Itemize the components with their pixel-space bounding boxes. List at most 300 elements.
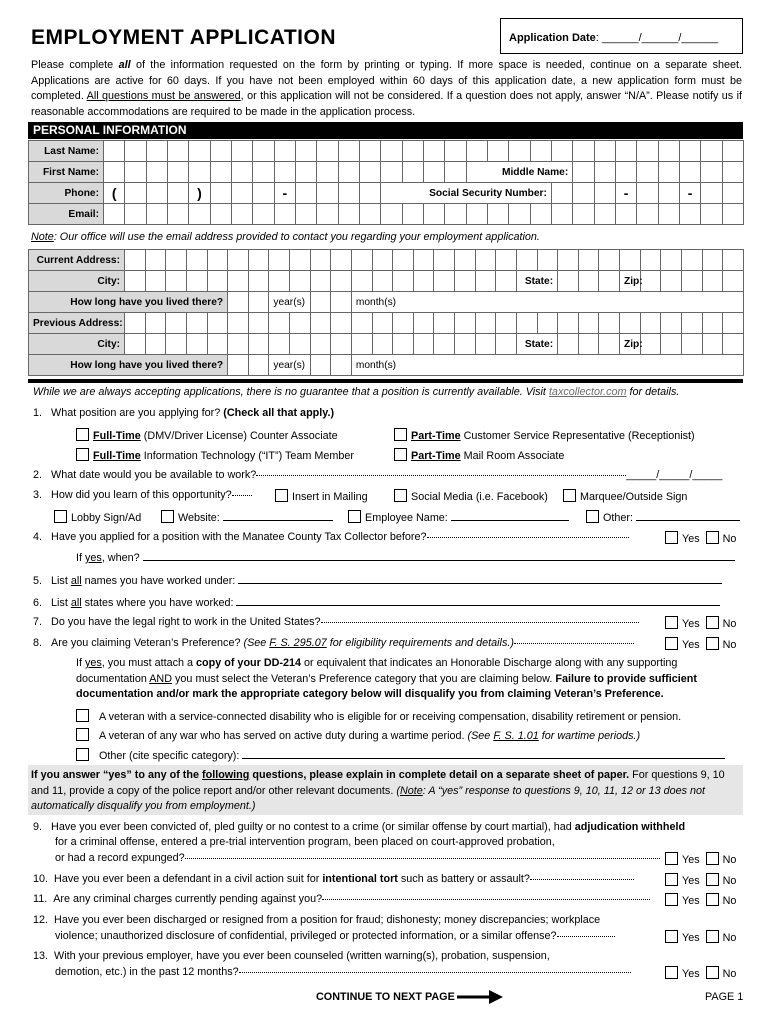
yes-checkbox[interactable] bbox=[665, 531, 678, 544]
city-cell[interactable] bbox=[351, 334, 372, 355]
current-address-cell[interactable] bbox=[681, 250, 702, 271]
city-cell[interactable] bbox=[125, 334, 146, 355]
first-name-cell[interactable] bbox=[104, 162, 125, 183]
months-cell[interactable] bbox=[310, 292, 331, 313]
city-cell[interactable] bbox=[434, 334, 455, 355]
email-cell[interactable] bbox=[615, 204, 636, 225]
last-name-cell[interactable] bbox=[701, 141, 722, 162]
checkbox[interactable] bbox=[394, 448, 407, 461]
email-cell[interactable] bbox=[509, 204, 530, 225]
email-cell[interactable] bbox=[231, 204, 252, 225]
current-address-cell[interactable] bbox=[434, 250, 455, 271]
previous-address-cell[interactable] bbox=[516, 313, 537, 334]
q1-instruction: (Check all that apply.) bbox=[223, 407, 335, 419]
state-cell[interactable] bbox=[558, 334, 579, 355]
last-name-cell[interactable] bbox=[551, 141, 572, 162]
last-name-cell[interactable] bbox=[104, 141, 125, 162]
email-cell[interactable] bbox=[402, 204, 423, 225]
previous-address-cell[interactable] bbox=[434, 313, 455, 334]
last-name-cell[interactable] bbox=[253, 141, 274, 162]
previous-address-cell[interactable] bbox=[351, 313, 372, 334]
page-number: PAGE 1 bbox=[705, 991, 744, 1003]
previous-address-cell[interactable] bbox=[537, 313, 558, 334]
current-address-cell[interactable] bbox=[331, 250, 352, 271]
phone-cell[interactable] bbox=[167, 183, 188, 204]
previous-address-cell[interactable] bbox=[640, 313, 661, 334]
first-name-cell[interactable] bbox=[189, 162, 210, 183]
ssn-cell[interactable] bbox=[594, 183, 615, 204]
email-cell[interactable] bbox=[295, 204, 316, 225]
city-cell[interactable] bbox=[310, 271, 331, 292]
zip-cell[interactable] bbox=[702, 271, 723, 292]
first-name-cell[interactable] bbox=[295, 162, 316, 183]
last-name-cell[interactable] bbox=[338, 141, 359, 162]
previous-address-cell[interactable] bbox=[372, 313, 393, 334]
phone-cell[interactable] bbox=[210, 183, 231, 204]
q1-option-it-team[interactable] bbox=[76, 448, 354, 462]
yes-checkbox[interactable] bbox=[665, 852, 678, 865]
first-name-cell[interactable] bbox=[253, 162, 274, 183]
last-name-cell[interactable] bbox=[637, 141, 658, 162]
state-cell[interactable] bbox=[558, 271, 579, 292]
no-checkbox[interactable] bbox=[706, 616, 719, 629]
city-cell[interactable] bbox=[496, 271, 517, 292]
ssn-cell[interactable] bbox=[722, 183, 743, 204]
city-cell[interactable] bbox=[145, 271, 166, 292]
q4-when-input-line[interactable] bbox=[143, 550, 735, 561]
state-cell[interactable] bbox=[578, 334, 599, 355]
current-duration-row bbox=[29, 292, 744, 313]
months-cell[interactable] bbox=[331, 292, 352, 313]
middle-name-cell[interactable] bbox=[637, 162, 658, 183]
checkbox[interactable] bbox=[76, 428, 89, 441]
city-cell[interactable] bbox=[290, 271, 311, 292]
state-cell[interactable] bbox=[599, 334, 620, 355]
city-cell[interactable] bbox=[372, 271, 393, 292]
last-name-cell[interactable] bbox=[167, 141, 188, 162]
current-address-cell[interactable] bbox=[372, 250, 393, 271]
city-cell[interactable] bbox=[351, 271, 372, 292]
taxcollector-link[interactable]: taxcollector.com bbox=[548, 386, 627, 398]
q3-option-social-media[interactable] bbox=[394, 489, 548, 503]
no-label: No bbox=[722, 875, 737, 887]
q1-opt4-type: Part-Time bbox=[411, 450, 461, 462]
city-cell[interactable] bbox=[145, 334, 166, 355]
zip-cell[interactable] bbox=[681, 334, 702, 355]
q1-option-mail-room[interactable] bbox=[394, 448, 564, 462]
no-checkbox[interactable] bbox=[706, 531, 719, 544]
phone-cell[interactable] bbox=[253, 183, 274, 204]
city-cell[interactable] bbox=[125, 271, 146, 292]
previous-address-cell[interactable] bbox=[475, 313, 496, 334]
previous-address-cell[interactable] bbox=[723, 313, 744, 334]
previous-address-cell[interactable] bbox=[145, 313, 166, 334]
available-date-blank[interactable]: _____/_____/_____ bbox=[626, 469, 723, 481]
city-cell[interactable] bbox=[475, 271, 496, 292]
last-name-cell[interactable] bbox=[381, 141, 402, 162]
first-name-cell[interactable] bbox=[125, 162, 146, 183]
last-name-cell[interactable] bbox=[295, 141, 316, 162]
email-cell[interactable] bbox=[637, 204, 658, 225]
no-checkbox[interactable] bbox=[706, 873, 719, 886]
current-address-cell[interactable] bbox=[125, 250, 146, 271]
phone-cell[interactable] bbox=[231, 183, 252, 204]
checkbox[interactable] bbox=[394, 428, 407, 441]
no-checkbox[interactable] bbox=[706, 893, 719, 906]
first-name-cell[interactable] bbox=[231, 162, 252, 183]
current-address-cell[interactable] bbox=[640, 250, 661, 271]
current-address-cell[interactable] bbox=[537, 250, 558, 271]
last-name-cell[interactable] bbox=[317, 141, 338, 162]
last-name-cell[interactable] bbox=[359, 141, 380, 162]
last-name-cell[interactable] bbox=[615, 141, 636, 162]
previous-address-cell[interactable] bbox=[661, 313, 682, 334]
website-input-line[interactable] bbox=[223, 510, 333, 521]
state-cell[interactable] bbox=[578, 271, 599, 292]
current-address-cell[interactable] bbox=[620, 250, 641, 271]
phone-cell[interactable] bbox=[125, 183, 146, 204]
q1-opt1-type: Full-Time bbox=[93, 430, 141, 442]
last-name-cell[interactable] bbox=[658, 141, 679, 162]
previous-address-cell[interactable] bbox=[558, 313, 579, 334]
previous-address-cell[interactable] bbox=[578, 313, 599, 334]
phone-cell[interactable] bbox=[359, 183, 380, 204]
city-cell[interactable] bbox=[455, 271, 476, 292]
checkbox[interactable] bbox=[275, 489, 288, 502]
q10-yes-no bbox=[665, 873, 736, 887]
vet-c2-end: for wartime periods.) bbox=[538, 730, 641, 742]
middle-name-cell[interactable] bbox=[679, 162, 700, 183]
phone-cell[interactable] bbox=[295, 183, 316, 204]
yes-checkbox[interactable] bbox=[665, 930, 678, 943]
current-address-cell[interactable] bbox=[351, 250, 372, 271]
last-name-cell[interactable] bbox=[466, 141, 487, 162]
checkbox[interactable] bbox=[348, 510, 361, 523]
zip-cell[interactable] bbox=[723, 271, 744, 292]
city-cell[interactable] bbox=[269, 271, 290, 292]
last-name-cell[interactable] bbox=[189, 141, 210, 162]
last-name-cell[interactable] bbox=[423, 141, 444, 162]
first-name-cell[interactable] bbox=[274, 162, 295, 183]
phone-cell[interactable] bbox=[317, 183, 338, 204]
current-address-cell[interactable] bbox=[723, 250, 744, 271]
current-address-cell[interactable] bbox=[455, 250, 476, 271]
city-cell[interactable] bbox=[186, 334, 207, 355]
ssn-cell[interactable] bbox=[551, 183, 572, 204]
q3-option-insert-mailing[interactable] bbox=[275, 489, 368, 503]
months-cell[interactable] bbox=[310, 355, 331, 376]
current-address-cell[interactable] bbox=[248, 250, 269, 271]
q12-text-1: Have you ever been discharged or resigned from a position for fraud; dishonesty; money discrepancies; workplace bbox=[54, 914, 601, 926]
email-cell[interactable] bbox=[359, 204, 380, 225]
ssn-cell[interactable] bbox=[701, 183, 722, 204]
previous-how-long-label: How long have you lived there? bbox=[29, 355, 228, 376]
previous-address-cell[interactable] bbox=[331, 313, 352, 334]
middle-name-cell[interactable] bbox=[701, 162, 722, 183]
current-address-cell[interactable] bbox=[578, 250, 599, 271]
question-6 bbox=[33, 595, 720, 609]
months-cell[interactable] bbox=[331, 355, 352, 376]
no-checkbox[interactable] bbox=[706, 966, 719, 979]
email-cell[interactable] bbox=[530, 204, 551, 225]
checkbox[interactable] bbox=[54, 510, 67, 523]
first-name-cell[interactable] bbox=[167, 162, 188, 183]
current-state-label: State: bbox=[516, 271, 557, 292]
last-name-cell[interactable] bbox=[722, 141, 743, 162]
years-cell[interactable] bbox=[248, 355, 269, 376]
previous-address-cell[interactable] bbox=[413, 313, 434, 334]
veteran-category-disability[interactable] bbox=[76, 709, 681, 723]
last-name-cell[interactable] bbox=[573, 141, 594, 162]
middle-name-cell[interactable] bbox=[615, 162, 636, 183]
current-address-cell[interactable] bbox=[496, 250, 517, 271]
zip-cell[interactable] bbox=[640, 334, 661, 355]
middle-name-cell[interactable] bbox=[573, 162, 594, 183]
email-cell[interactable] bbox=[487, 204, 508, 225]
previous-address-cell[interactable] bbox=[599, 313, 620, 334]
current-address-cell[interactable] bbox=[269, 250, 290, 271]
last-name-cell[interactable] bbox=[445, 141, 466, 162]
email-cell[interactable] bbox=[423, 204, 444, 225]
q3-option-other[interactable] bbox=[586, 510, 740, 524]
email-cell[interactable] bbox=[338, 204, 359, 225]
email-cell[interactable] bbox=[167, 204, 188, 225]
q3-option-website[interactable] bbox=[161, 510, 333, 524]
city-cell[interactable] bbox=[331, 271, 352, 292]
q3-option-lobby-sign[interactable] bbox=[54, 510, 141, 524]
yes-checkbox[interactable] bbox=[665, 616, 678, 629]
ssn-cell[interactable] bbox=[637, 183, 658, 204]
q2-number: 2. bbox=[33, 469, 43, 481]
city-cell[interactable] bbox=[310, 334, 331, 355]
current-address-cell[interactable] bbox=[290, 250, 311, 271]
first-name-cell[interactable] bbox=[402, 162, 423, 183]
years-cell[interactable] bbox=[228, 292, 249, 313]
checkbox[interactable] bbox=[76, 728, 89, 741]
q3-o1-label: Insert in Mailing bbox=[292, 491, 368, 503]
previous-address-cell[interactable] bbox=[681, 313, 702, 334]
other-input-line[interactable] bbox=[636, 510, 740, 521]
no-checkbox[interactable] bbox=[706, 930, 719, 943]
email-cell[interactable] bbox=[701, 204, 722, 225]
email-cell[interactable] bbox=[210, 204, 231, 225]
current-address-cell[interactable] bbox=[702, 250, 723, 271]
current-address-cell[interactable] bbox=[393, 250, 414, 271]
no-checkbox[interactable] bbox=[706, 852, 719, 865]
explain-bold-2: questions, please explain in complete detail on a separate sheet of paper. bbox=[249, 769, 630, 781]
city-cell[interactable] bbox=[496, 334, 517, 355]
email-cell[interactable] bbox=[381, 204, 402, 225]
yes-checkbox[interactable] bbox=[665, 893, 678, 906]
checkbox[interactable] bbox=[161, 510, 174, 523]
last-name-cell[interactable] bbox=[125, 141, 146, 162]
city-cell[interactable] bbox=[207, 271, 228, 292]
first-name-cell[interactable] bbox=[445, 162, 466, 183]
previous-address-cell[interactable] bbox=[290, 313, 311, 334]
current-address-cell[interactable] bbox=[661, 250, 682, 271]
zip-cell[interactable] bbox=[681, 271, 702, 292]
city-cell[interactable] bbox=[413, 271, 434, 292]
email-cell[interactable] bbox=[104, 204, 125, 225]
current-address-cell[interactable] bbox=[207, 250, 228, 271]
city-cell[interactable] bbox=[228, 334, 249, 355]
zip-cell[interactable] bbox=[702, 334, 723, 355]
email-cell[interactable] bbox=[594, 204, 615, 225]
checkbox[interactable] bbox=[76, 709, 89, 722]
years-cell[interactable] bbox=[248, 292, 269, 313]
email-cell[interactable] bbox=[466, 204, 487, 225]
city-cell[interactable] bbox=[475, 334, 496, 355]
first-name-cell[interactable] bbox=[338, 162, 359, 183]
current-address-cell[interactable] bbox=[558, 250, 579, 271]
current-address-cell[interactable] bbox=[475, 250, 496, 271]
last-name-cell[interactable] bbox=[210, 141, 231, 162]
first-name-cell[interactable] bbox=[146, 162, 167, 183]
last-name-cell[interactable] bbox=[509, 141, 530, 162]
city-cell[interactable] bbox=[331, 334, 352, 355]
city-cell[interactable] bbox=[413, 334, 434, 355]
q1-option-receptionist[interactable] bbox=[394, 428, 695, 442]
last-name-cell[interactable] bbox=[679, 141, 700, 162]
first-name-cell[interactable] bbox=[317, 162, 338, 183]
email-cell[interactable] bbox=[274, 204, 295, 225]
email-cell[interactable] bbox=[722, 204, 743, 225]
last-name-cell[interactable] bbox=[530, 141, 551, 162]
other-category-input-line[interactable] bbox=[242, 748, 725, 759]
q5-input-line[interactable] bbox=[238, 573, 722, 584]
email-cell[interactable] bbox=[573, 204, 594, 225]
current-address-cell[interactable] bbox=[145, 250, 166, 271]
application-date-blank[interactable]: : ______/______/______ bbox=[595, 32, 719, 44]
email-cell[interactable] bbox=[317, 204, 338, 225]
q3-option-marquee[interactable] bbox=[563, 489, 687, 503]
city-cell[interactable] bbox=[207, 334, 228, 355]
current-address-cell[interactable] bbox=[186, 250, 207, 271]
veteran-category-wartime[interactable] bbox=[76, 728, 640, 742]
q1-opt2-type: Part-Time bbox=[411, 430, 461, 442]
current-address-cell[interactable] bbox=[516, 250, 537, 271]
previous-address-cell[interactable] bbox=[125, 313, 146, 334]
last-name-cell[interactable] bbox=[402, 141, 423, 162]
previous-city-row bbox=[29, 334, 744, 355]
city-cell[interactable] bbox=[434, 271, 455, 292]
email-cell[interactable] bbox=[551, 204, 572, 225]
previous-address-cell[interactable] bbox=[207, 313, 228, 334]
state-cell[interactable] bbox=[599, 271, 620, 292]
city-cell[interactable] bbox=[186, 271, 207, 292]
q1-option-counter-associate[interactable] bbox=[76, 428, 338, 442]
email-cell[interactable] bbox=[445, 204, 466, 225]
last-name-cell[interactable] bbox=[274, 141, 295, 162]
email-cell[interactable] bbox=[658, 204, 679, 225]
email-cell[interactable] bbox=[125, 204, 146, 225]
veteran-category-other[interactable] bbox=[76, 748, 725, 762]
middle-name-cell[interactable] bbox=[594, 162, 615, 183]
first-name-cell[interactable] bbox=[210, 162, 231, 183]
first-name-cell[interactable] bbox=[359, 162, 380, 183]
city-cell[interactable] bbox=[248, 334, 269, 355]
previous-address-cell[interactable] bbox=[310, 313, 331, 334]
email-cell[interactable] bbox=[146, 204, 167, 225]
checkbox[interactable] bbox=[586, 510, 599, 523]
checkbox[interactable] bbox=[76, 448, 89, 461]
yes-checkbox[interactable] bbox=[665, 966, 678, 979]
ssn-cell[interactable] bbox=[658, 183, 679, 204]
previous-address-cell[interactable] bbox=[228, 313, 249, 334]
question-5 bbox=[33, 573, 722, 587]
phone-cell[interactable] bbox=[146, 183, 167, 204]
years-cell[interactable] bbox=[228, 355, 249, 376]
checkbox[interactable] bbox=[76, 748, 89, 761]
vet-c3-label: Other (cite specific category): bbox=[99, 750, 240, 762]
current-address-cell[interactable] bbox=[228, 250, 249, 271]
phone-cell[interactable] bbox=[338, 183, 359, 204]
q4-number: 4. bbox=[33, 531, 43, 543]
city-cell[interactable] bbox=[455, 334, 476, 355]
city-cell[interactable] bbox=[393, 271, 414, 292]
first-name-cell[interactable] bbox=[381, 162, 402, 183]
previous-address-cell[interactable] bbox=[393, 313, 414, 334]
middle-name-cell[interactable] bbox=[722, 162, 743, 183]
current-address-cell[interactable] bbox=[310, 250, 331, 271]
zip-cell[interactable] bbox=[723, 334, 744, 355]
application-date-box[interactable] bbox=[500, 18, 743, 54]
checkbox[interactable] bbox=[563, 489, 576, 502]
zip-cell[interactable] bbox=[661, 334, 682, 355]
current-address-cell[interactable] bbox=[599, 250, 620, 271]
previous-address-cell[interactable] bbox=[455, 313, 476, 334]
employee-name-input-line[interactable] bbox=[451, 510, 569, 521]
zip-cell[interactable] bbox=[640, 271, 661, 292]
email-cell[interactable] bbox=[253, 204, 274, 225]
city-cell[interactable] bbox=[372, 334, 393, 355]
last-name-cell[interactable] bbox=[487, 141, 508, 162]
previous-address-cell[interactable] bbox=[702, 313, 723, 334]
first-name-cell[interactable] bbox=[423, 162, 444, 183]
yes-checkbox[interactable] bbox=[665, 873, 678, 886]
previous-address-cell[interactable] bbox=[186, 313, 207, 334]
no-checkbox[interactable] bbox=[706, 637, 719, 650]
q6-input-line[interactable] bbox=[236, 595, 720, 606]
city-cell[interactable] bbox=[166, 271, 187, 292]
city-cell[interactable] bbox=[166, 334, 187, 355]
city-cell[interactable] bbox=[248, 271, 269, 292]
last-name-cell[interactable] bbox=[231, 141, 252, 162]
yes-checkbox[interactable] bbox=[665, 637, 678, 650]
previous-address-cell[interactable] bbox=[248, 313, 269, 334]
current-address-cell[interactable] bbox=[166, 250, 187, 271]
last-name-cell[interactable] bbox=[146, 141, 167, 162]
email-cell[interactable] bbox=[679, 204, 700, 225]
previous-address-cell[interactable] bbox=[269, 313, 290, 334]
previous-address-cell[interactable] bbox=[496, 313, 517, 334]
ssn-cell[interactable] bbox=[573, 183, 594, 204]
last-name-cell[interactable] bbox=[594, 141, 615, 162]
q3-option-employee-name[interactable] bbox=[348, 510, 569, 524]
zip-cell[interactable] bbox=[661, 271, 682, 292]
city-cell[interactable] bbox=[290, 334, 311, 355]
city-cell[interactable] bbox=[228, 271, 249, 292]
previous-address-cell[interactable] bbox=[166, 313, 187, 334]
current-address-cell[interactable] bbox=[413, 250, 434, 271]
city-cell[interactable] bbox=[269, 334, 290, 355]
city-cell[interactable] bbox=[393, 334, 414, 355]
previous-address-cell[interactable] bbox=[620, 313, 641, 334]
middle-name-cell[interactable] bbox=[658, 162, 679, 183]
right-arrow-icon bbox=[456, 989, 504, 1005]
checkbox[interactable] bbox=[394, 489, 407, 502]
email-cell[interactable] bbox=[189, 204, 210, 225]
